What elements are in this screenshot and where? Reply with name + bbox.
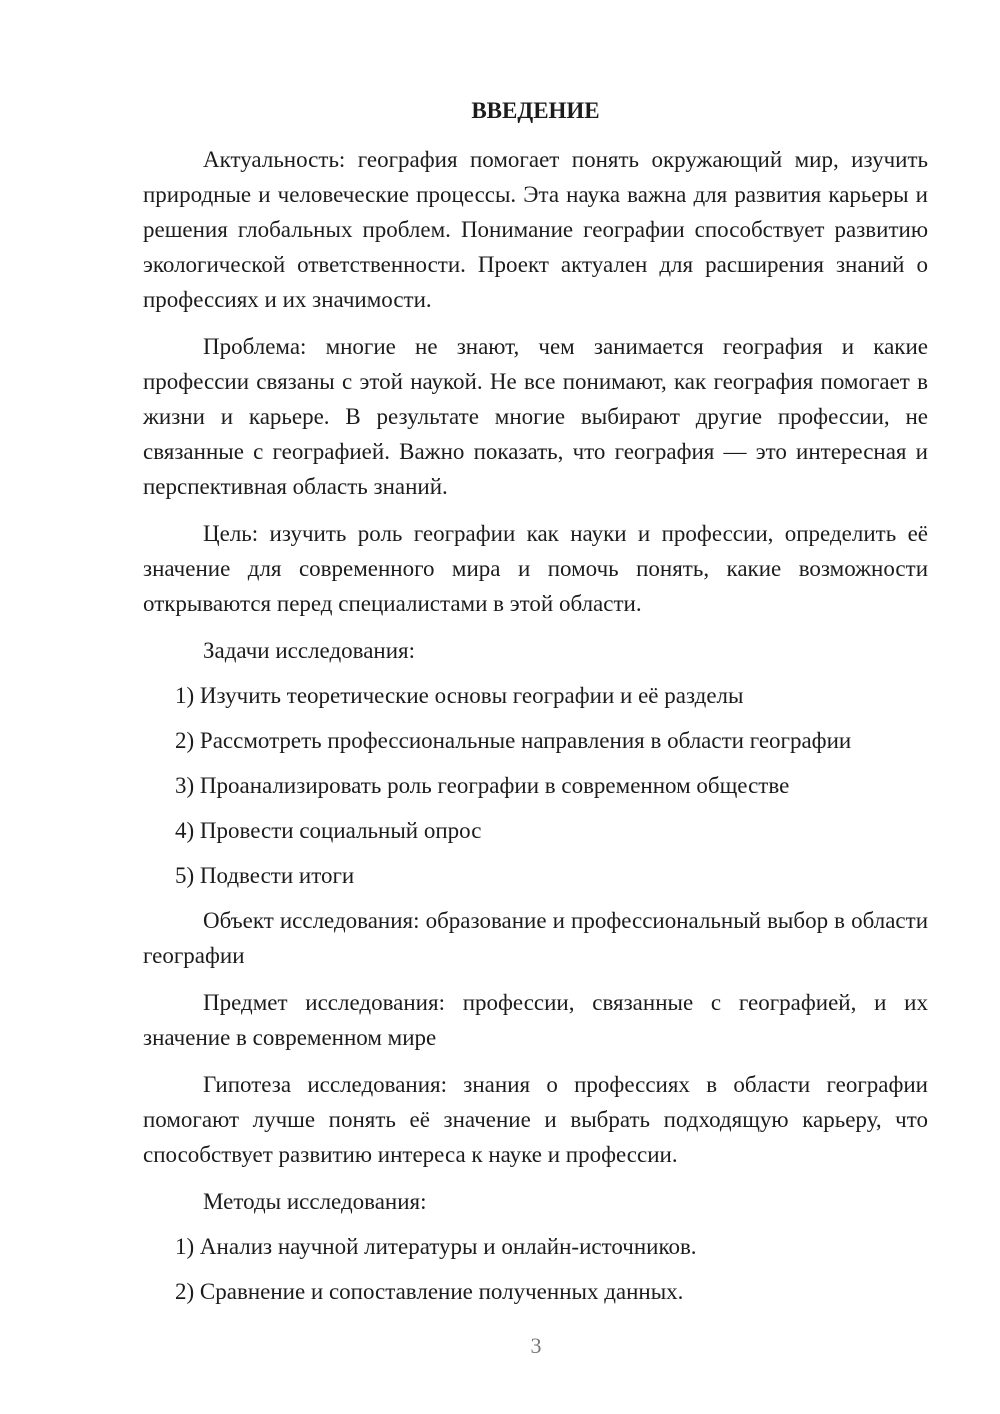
- tasks-list: [143, 678, 928, 893]
- methods-heading: Методы исследования:: [203, 1189, 427, 1214]
- method-item-1: 1) Анализ научной литературы и онлайн-источников.: [175, 1234, 697, 1259]
- method-item-2: 2) Сравнение и сопоставление полученных данных.: [175, 1279, 684, 1304]
- hypothesis-paragraph: Гипотеза исследования: знания о профессиях в области географии помогают лучше понять её значение и выбрать подходящую карьеру, что способствует развитию интереса к науке и профессии.: [143, 1072, 928, 1167]
- task-item-4: 4) Провести социальный опрос: [175, 818, 482, 843]
- page-content: [143, 96, 928, 1319]
- goal-paragraph: Цель: изучить роль географии как науки и профессии, определить её значение для современного мира и помочь понять, какие возможности открываются перед специалистами в этой области.: [143, 521, 928, 616]
- subject-paragraph: Предмет исследования: профессии, связанные с географией, и их значение в современном мире: [143, 990, 928, 1050]
- methods-list: [143, 1229, 928, 1309]
- task-item-5: 5) Подвести итоги: [175, 863, 355, 888]
- section-title: ВВЕДЕНИЕ: [471, 98, 600, 123]
- task-item-3: 3) Проанализировать роль географии в современном обществе: [175, 773, 790, 798]
- tasks-heading: Задачи исследования:: [203, 638, 416, 663]
- relevance-paragraph: Актуальность: география помогает понять окружающий мир, изучить природные и человеческие процессы. Эта наука важна для развития карьеры и решения глобальных проблем. Понимание географии способствует развитию экологической ответственности. Проект актуален для расширения знаний о профессиях и их значимости.: [143, 147, 928, 312]
- task-item-2: 2) Рассмотреть профессиональные направления в области географии: [175, 728, 852, 753]
- task-item-1: 1) Изучить теоретические основы географии и её разделы: [175, 683, 744, 708]
- object-paragraph: Объект исследования: образование и профессиональный выбор в области географии: [143, 908, 928, 968]
- problem-paragraph: Проблема: многие не знают, чем занимается география и какие профессии связаны с этой наукой. Не все понимают, как география помогает в жизни и карьере. В результате многие выбирают другие профессии, не связанные с географией. Важно показать, что география — это интересная и перспективная область знаний.: [143, 334, 928, 499]
- page-number: 3: [530, 1333, 542, 1358]
